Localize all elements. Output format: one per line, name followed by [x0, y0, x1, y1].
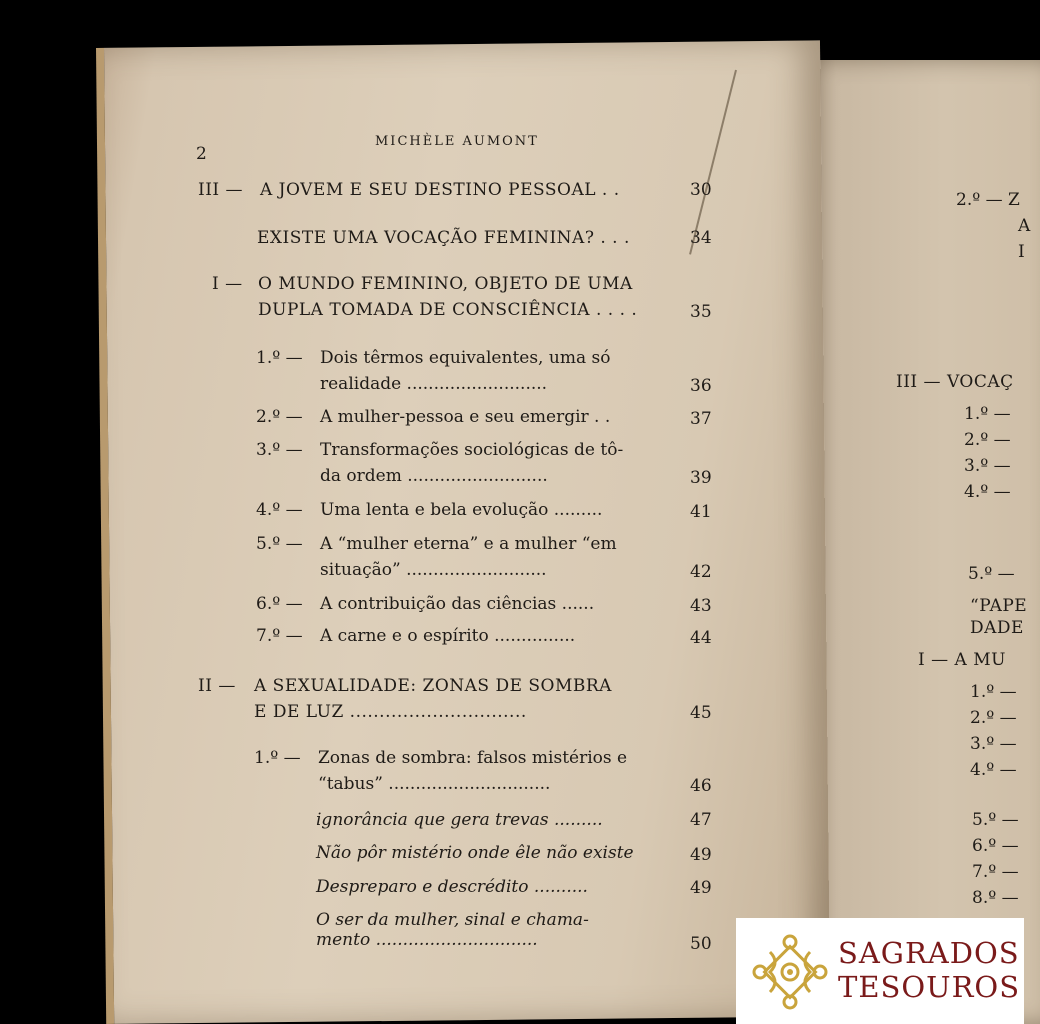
toc-prefix: 1.º —: [254, 748, 301, 768]
toc-prefix: II —: [198, 676, 236, 696]
right-fragment: 3.º —: [970, 734, 1017, 754]
toc-text: “tabus” ..............................: [318, 774, 551, 794]
toc-page: 37: [690, 409, 712, 429]
right-fragment: 1.º —: [964, 404, 1011, 424]
right-fragment: 4.º —: [964, 482, 1011, 502]
right-fragment: 1.º —: [970, 682, 1017, 702]
right-fragment: 2.º — Z: [956, 190, 1020, 210]
toc-text: A mulher-pessoa e seu emergir . .: [320, 407, 611, 427]
toc-text: realidade ..........................: [320, 374, 548, 394]
toc-prefix: III —: [198, 180, 244, 200]
toc-text: EXISTE UMA VOCAÇÃO FEMININA? . . .: [257, 228, 630, 248]
toc-page: 30: [690, 180, 712, 200]
toc-page: 36: [690, 376, 712, 396]
right-fragment: III — VOCAÇ: [896, 372, 1014, 392]
toc-text: da ordem ..........................: [320, 466, 548, 486]
page-number: 2: [196, 144, 207, 164]
toc-prefix: 3.º —: [256, 440, 303, 460]
right-fragment: 2.º —: [970, 708, 1017, 728]
toc-text: situação” ..........................: [320, 560, 547, 580]
toc-text: E DE LUZ ..............................: [254, 702, 527, 722]
toc-page: 42: [690, 562, 712, 582]
toc-page: 49: [690, 878, 712, 898]
toc-text: A SEXUALIDADE: ZONAS DE SOMBRA: [254, 676, 612, 696]
toc-page: 34: [690, 228, 712, 248]
toc-text: Despreparo e descrédito ..........: [316, 877, 588, 897]
right-fragment: I: [1018, 242, 1025, 262]
toc-page: 50: [690, 934, 712, 954]
right-fragment: A: [1018, 216, 1031, 236]
logo-watermark: [736, 918, 1024, 1024]
toc-page: 45: [690, 703, 712, 723]
toc-text: Não pôr mistério onde êle não existe: [316, 843, 634, 863]
toc-prefix: 7.º —: [256, 626, 303, 646]
toc-prefix: 5.º —: [256, 534, 303, 554]
toc-text: Zonas de sombra: falsos mistérios e: [318, 748, 628, 768]
right-fragment: 4.º —: [970, 760, 1017, 780]
toc-prefix: I —: [212, 274, 243, 294]
right-fragment: 2.º —: [964, 430, 1011, 450]
right-fragment: 8.º —: [972, 888, 1019, 908]
toc-text: O MUNDO FEMININO, OBJETO DE UMA: [258, 274, 633, 294]
toc-text: mento ..............................: [316, 930, 538, 950]
right-fragment: 7.º —: [972, 862, 1019, 882]
right-fragment: 6.º —: [972, 836, 1019, 856]
toc-page: 39: [690, 468, 712, 488]
toc-page: 47: [690, 810, 712, 830]
logo-line2: TESOUROS: [838, 970, 1021, 1004]
right-fragment: “PAPE: [970, 596, 1028, 616]
running-head: MICHÈLE AUMONT: [375, 134, 539, 149]
right-fragment: 3.º —: [964, 456, 1011, 476]
toc-text: ignorância que gera trevas .........: [316, 810, 603, 830]
toc-page: 35: [690, 302, 712, 322]
toc-text: A contribuição das ciências ......: [320, 594, 595, 614]
toc-page: 43: [690, 596, 712, 616]
toc-page: 44: [690, 628, 712, 648]
toc-text: Dois têrmos equivalentes, uma só: [320, 348, 611, 368]
toc-page: 41: [690, 502, 712, 522]
toc-text: DUPLA TOMADA DE CONSCIÊNCIA . . . .: [258, 300, 638, 320]
right-fragment: 5.º —: [972, 810, 1019, 830]
toc-page: 46: [690, 776, 712, 796]
toc-prefix: 6.º —: [256, 594, 303, 614]
toc-text: A carne e o espírito ...............: [320, 626, 576, 646]
ornament-icon: [750, 932, 830, 1012]
toc-prefix: 4.º —: [256, 500, 303, 520]
right-fragment: I — A MU: [918, 650, 1006, 670]
toc-text: A JOVEM E SEU DESTINO PESSOAL . .: [260, 180, 620, 200]
toc-prefix: 2.º —: [256, 407, 303, 427]
toc-text: Uma lenta e bela evolução .........: [320, 500, 603, 520]
right-fragment: 5.º —: [968, 564, 1015, 584]
right-fragment: DADE: [970, 618, 1024, 638]
toc-text: A “mulher eterna” e a mulher “em: [320, 534, 617, 554]
toc-page: 49: [690, 845, 712, 865]
logo-line1: SAGRADOS: [838, 936, 1020, 970]
toc-text: O ser da mulher, sinal e chama-: [316, 910, 589, 930]
toc-prefix: 1.º —: [256, 348, 303, 368]
toc-text: Transformações sociológicas de tô-: [320, 440, 624, 460]
